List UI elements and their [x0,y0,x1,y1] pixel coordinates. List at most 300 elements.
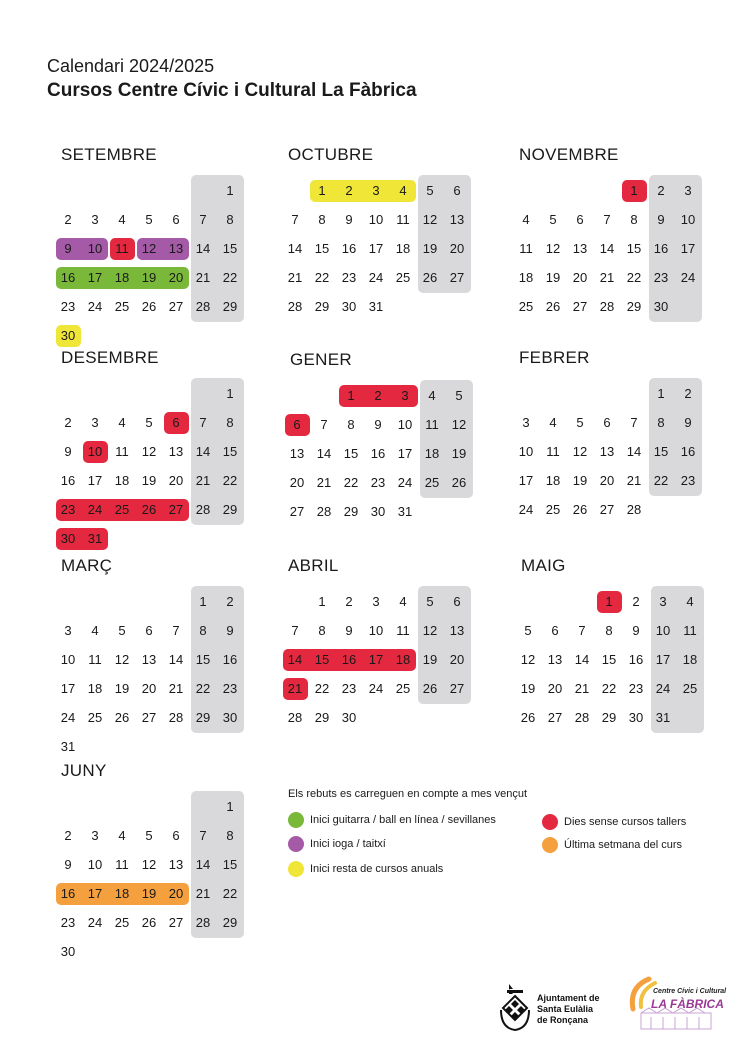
day-cell: 6 [551,623,559,638]
day-cell: 24 [87,915,103,930]
day-cell: 2 [345,594,353,609]
day-cell: 3 [372,183,380,198]
day-cell: 20 [168,270,184,285]
day-cell: 27 [141,710,157,725]
day-cell: 25 [114,299,130,314]
day-cell: 24 [368,270,384,285]
day-cell: 18 [518,270,534,285]
day-cell: 10 [397,417,413,432]
calendar-subtitle: Cursos Centre Cívic i Cultural La Fàbrica [47,80,417,101]
legend-label: Última setmana del curs [564,839,682,851]
day-cell: 8 [347,417,355,432]
day-cell: 30 [653,299,669,314]
day-cell: 25 [395,681,411,696]
ajuntament-logo [497,982,617,1032]
day-cell: 16 [60,270,76,285]
day-cell: 25 [682,681,698,696]
day-cell: 25 [114,502,130,517]
day-cell: 4 [118,415,126,430]
day-cell: 9 [345,623,353,638]
day-cell: 11 [519,241,533,256]
day-cell: 23 [341,681,357,696]
day-cell: 14 [599,241,615,256]
day-cell: 24 [368,681,384,696]
day-cell: 10 [368,623,384,638]
day-cell: 4 [118,212,126,227]
ajuntament-logo-line3: de Ronçana [537,1015,589,1025]
day-cell: 24 [518,502,534,517]
day-cell: 13 [572,241,588,256]
day-cell: 15 [314,652,330,667]
month-name: MAIG [521,556,566,575]
day-cell: 20 [168,886,184,901]
day-cell: 8 [605,623,613,638]
day-cell: 2 [226,594,234,609]
day-cell: 27 [547,710,563,725]
month-name: NOVEMBRE [519,145,619,164]
day-cell: 4 [91,623,99,638]
day-cell: 13 [141,652,157,667]
day-cell: 10 [655,623,671,638]
day-cell: 28 [195,502,211,517]
day-cell: 25 [518,299,534,314]
day-cell: 1 [630,183,638,198]
day-cell: 8 [318,623,326,638]
day-cell: 7 [199,212,207,227]
day-cell: 19 [545,270,561,285]
legend-label: Dies sense cursos tallers [564,816,687,828]
day-cell: 27 [599,502,615,517]
day-cell: 17 [368,241,384,256]
month-name: MARÇ [61,556,113,575]
day-cell: 17 [655,652,671,667]
day-cell: 30 [370,504,386,519]
day-cell: 18 [545,473,561,488]
day-cell: 13 [449,212,465,227]
day-cell: 26 [422,270,438,285]
day-cell: 12 [141,857,157,872]
la-fabrica-logo [627,975,727,1035]
day-cell: 29 [343,504,359,519]
day-cell: 8 [226,212,234,227]
day-cell: 17 [368,652,384,667]
day-cell: 9 [64,241,72,256]
day-cell: 13 [449,623,465,638]
day-cell: 25 [87,710,103,725]
day-cell: 3 [91,212,99,227]
day-cell: 14 [195,241,211,256]
month-name: SETEMBRE [61,145,157,164]
day-cell: 7 [199,828,207,843]
day-cell: 3 [659,594,667,609]
day-cell: 1 [318,594,326,609]
day-cell: 17 [397,446,413,461]
day-cell: 7 [172,623,180,638]
day-cell: 8 [199,623,207,638]
day-cell: 1 [226,799,234,814]
day-cell: 14 [316,446,332,461]
day-cell: 26 [141,299,157,314]
day-cell: 21 [195,270,211,285]
day-cell: 21 [287,681,303,696]
day-cell: 29 [222,502,238,517]
day-cell: 10 [60,652,76,667]
day-cell: 27 [168,299,184,314]
day-cell: 17 [87,473,103,488]
day-cell: 26 [572,502,588,517]
day-cell: 5 [524,623,532,638]
day-cell: 19 [114,681,130,696]
day-cell: 20 [449,652,465,667]
day-cell: 5 [145,828,153,843]
day-cell: 2 [345,183,353,198]
day-cell: 28 [287,299,303,314]
day-cell: 27 [572,299,588,314]
day-cell: 15 [601,652,617,667]
legend-swatch [542,837,558,853]
ajuntament-logo-line2: Santa Eulàlia [537,1004,594,1014]
day-cell: 23 [341,270,357,285]
day-cell: 21 [168,681,184,696]
day-cell: 20 [168,473,184,488]
month-octubre [288,145,488,345]
day-cell: 15 [222,241,238,256]
day-cell: 7 [291,212,299,227]
day-cell: 14 [287,241,303,256]
day-cell: 19 [141,473,157,488]
day-cell: 9 [657,212,665,227]
day-cell: 15 [195,652,211,667]
day-cell: 8 [226,415,234,430]
day-cell: 21 [626,473,642,488]
day-cell: 22 [626,270,642,285]
day-cell: 7 [578,623,586,638]
day-cell: 12 [572,444,588,459]
day-cell: 23 [60,915,76,930]
day-cell: 10 [87,857,103,872]
day-cell: 6 [145,623,153,638]
day-cell: 11 [115,241,129,256]
day-cell: 28 [626,502,642,517]
day-cell: 25 [395,270,411,285]
day-cell: 26 [451,475,467,490]
day-cell: 27 [449,681,465,696]
day-cell: 26 [114,710,130,725]
day-cell: 13 [599,444,615,459]
day-cell: 29 [314,710,330,725]
day-cell: 30 [628,710,644,725]
day-cell: 22 [601,681,617,696]
day-cell: 3 [91,828,99,843]
day-cell: 17 [518,473,534,488]
day-cell: 12 [451,417,467,432]
day-cell: 31 [60,739,76,754]
day-cell: 21 [287,270,303,285]
day-cell: 20 [141,681,157,696]
day-cell: 14 [287,652,303,667]
day-cell: 13 [168,857,184,872]
day-cell: 30 [341,299,357,314]
day-cell: 24 [87,299,103,314]
month-maig [521,556,721,756]
day-cell: 21 [574,681,590,696]
day-cell: 10 [368,212,384,227]
day-cell: 12 [422,212,438,227]
day-cell: 2 [632,594,640,609]
day-cell: 22 [222,270,238,285]
day-cell: 12 [141,444,157,459]
day-cell: 1 [226,183,234,198]
day-cell: 12 [520,652,536,667]
day-cell: 21 [195,473,211,488]
day-cell: 8 [318,212,326,227]
day-cell: 12 [545,241,561,256]
day-cell: 19 [141,270,157,285]
day-cell: 28 [574,710,590,725]
day-cell: 4 [686,594,694,609]
ajuntament-logo-line1: Ajuntament de [537,993,600,1003]
day-cell: 7 [630,415,638,430]
day-cell: 23 [60,299,76,314]
day-cell: 2 [684,386,692,401]
day-cell: 14 [574,652,590,667]
legend-swatch [288,836,304,852]
day-cell: 30 [341,710,357,725]
day-cell: 18 [114,473,130,488]
day-cell: 4 [522,212,530,227]
day-cell: 16 [653,241,669,256]
day-cell: 9 [345,212,353,227]
day-cell: 28 [287,710,303,725]
day-cell: 6 [172,828,180,843]
day-cell: 3 [91,415,99,430]
day-cell: 31 [87,531,103,546]
day-cell: 1 [347,388,355,403]
day-cell: 31 [397,504,413,519]
day-cell: 21 [316,475,332,490]
day-cell: 4 [428,388,436,403]
day-cell: 22 [653,473,669,488]
day-cell: 4 [118,828,126,843]
day-cell: 14 [195,444,211,459]
day-cell: 30 [60,328,76,343]
day-cell: 16 [222,652,238,667]
day-cell: 23 [222,681,238,696]
day-cell: 24 [87,502,103,517]
day-cell: 17 [87,270,103,285]
day-cell: 16 [341,241,357,256]
day-cell: 23 [60,502,76,517]
day-cell: 28 [316,504,332,519]
day-cell: 5 [426,594,434,609]
month-desembre [61,348,261,548]
day-cell: 5 [118,623,126,638]
month-name: FEBRER [519,348,590,367]
legend-label: Inici resta de cursos anuals [310,863,444,875]
day-cell: 29 [314,299,330,314]
day-cell: 1 [657,386,665,401]
day-cell: 30 [60,944,76,959]
day-cell: 27 [449,270,465,285]
day-cell: 7 [199,415,207,430]
day-cell: 11 [396,212,410,227]
legend-label: Inici guitarra / ball en línea / sevillanes [310,814,496,826]
day-cell: 28 [599,299,615,314]
day-cell: 11 [115,444,129,459]
day-cell: 8 [657,415,665,430]
day-cell: 15 [626,241,642,256]
day-cell: 31 [655,710,671,725]
day-cell: 20 [547,681,563,696]
day-cell: 25 [114,915,130,930]
day-cell: 3 [401,388,409,403]
day-cell: 29 [626,299,642,314]
day-cell: 28 [195,299,211,314]
day-cell: 13 [168,444,184,459]
day-cell: 26 [422,681,438,696]
la-fabrica-logo-line1: Centre Cívic i Cultural [653,988,727,995]
legend-label: Inici ioga / taitxí [310,838,386,850]
day-cell: 16 [680,444,696,459]
day-cell: 19 [451,446,467,461]
la-fabrica-logo-line2: LA FÀBRICA [651,997,724,1011]
day-cell: 22 [222,473,238,488]
day-cell: 19 [141,886,157,901]
day-cell: 1 [605,594,613,609]
day-cell: 22 [343,475,359,490]
day-cell: 22 [314,270,330,285]
day-cell: 19 [520,681,536,696]
day-cell: 17 [87,886,103,901]
day-cell: 5 [455,388,463,403]
day-cell: 23 [628,681,644,696]
day-cell: 9 [374,417,382,432]
day-cell: 18 [87,681,103,696]
day-cell: 6 [603,415,611,430]
day-cell: 7 [291,623,299,638]
day-cell: 18 [682,652,698,667]
legend-swatch [288,861,304,877]
day-cell: 23 [680,473,696,488]
day-cell: 10 [87,241,103,256]
day-cell: 10 [680,212,696,227]
day-cell: 9 [64,857,72,872]
day-cell: 29 [222,915,238,930]
day-cell: 6 [172,212,180,227]
month-setembre [61,145,261,345]
day-cell: 14 [626,444,642,459]
day-cell: 12 [141,241,157,256]
day-cell: 20 [572,270,588,285]
day-cell: 15 [222,857,238,872]
day-cell: 17 [680,241,696,256]
day-cell: 3 [64,623,72,638]
day-cell: 17 [60,681,76,696]
day-cell: 28 [168,710,184,725]
day-cell: 3 [372,594,380,609]
day-cell: 23 [653,270,669,285]
day-cell: 11 [396,623,410,638]
day-cell: 2 [64,212,72,227]
day-cell: 8 [630,212,638,227]
day-cell: 22 [195,681,211,696]
day-cell: 21 [195,886,211,901]
day-cell: 13 [168,241,184,256]
day-cell: 16 [628,652,644,667]
day-cell: 13 [289,446,305,461]
day-cell: 20 [289,475,305,490]
day-cell: 14 [195,857,211,872]
day-cell: 20 [599,473,615,488]
day-cell: 29 [601,710,617,725]
day-cell: 3 [684,183,692,198]
legend-note: Els rebuts es carreguen en compte a mes vençut [288,788,528,800]
day-cell: 5 [426,183,434,198]
month-novembre [519,145,719,345]
day-cell: 30 [222,710,238,725]
day-cell: 11 [425,417,439,432]
day-cell: 16 [60,886,76,901]
day-cell: 22 [314,681,330,696]
day-cell: 4 [399,183,407,198]
day-cell: 7 [320,417,328,432]
day-cell: 11 [115,857,129,872]
day-cell: 13 [547,652,563,667]
day-cell: 24 [397,475,413,490]
day-cell: 14 [168,652,184,667]
day-cell: 16 [60,473,76,488]
day-cell: 15 [314,241,330,256]
day-cell: 6 [576,212,584,227]
month-name: GENER [290,350,352,369]
day-cell: 6 [172,415,180,430]
day-cell: 28 [195,915,211,930]
day-cell: 22 [222,886,238,901]
day-cell: 23 [370,475,386,490]
day-cell: 5 [549,212,557,227]
day-cell: 24 [680,270,696,285]
day-cell: 24 [60,710,76,725]
month-name: DESEMBRE [61,348,159,367]
day-cell: 15 [343,446,359,461]
day-cell: 29 [195,710,211,725]
day-cell: 16 [370,446,386,461]
day-cell: 9 [226,623,234,638]
month-name: OCTUBRE [288,145,374,164]
month-març [61,556,261,756]
day-cell: 5 [145,212,153,227]
day-cell: 12 [422,623,438,638]
month-febrer [519,348,719,548]
day-cell: 26 [141,915,157,930]
month-name: ABRIL [288,556,339,575]
day-cell: 31 [368,299,384,314]
day-cell: 10 [518,444,534,459]
day-cell: 1 [199,594,207,609]
day-cell: 10 [87,444,103,459]
day-cell: 2 [64,415,72,430]
day-cell: 16 [341,652,357,667]
month-name: JUNY [61,761,107,780]
calendar-title: Calendari 2024/2025 [47,56,215,76]
day-cell: 7 [603,212,611,227]
day-cell: 18 [395,652,411,667]
day-cell: 6 [293,417,301,432]
day-cell: 6 [453,183,461,198]
day-cell: 11 [683,623,697,638]
month-abril [288,556,488,756]
day-cell: 20 [449,241,465,256]
